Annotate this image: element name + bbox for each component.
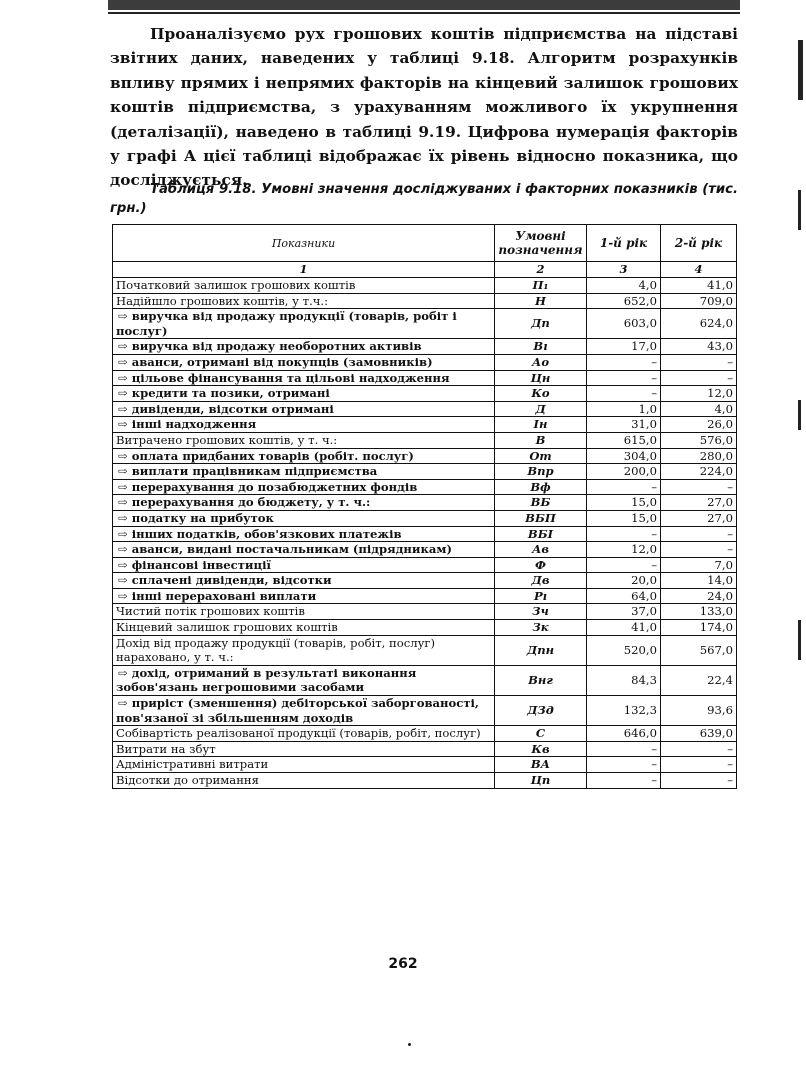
indicator-name-cell xyxy=(113,417,495,433)
year-1-value: 603,0 xyxy=(587,309,661,339)
year-2-value: 27,0 xyxy=(661,510,737,526)
year-2-value: 280,0 xyxy=(661,448,737,464)
arrow-right-icon: ⇨ xyxy=(118,448,128,463)
table-row xyxy=(113,557,737,573)
year-1-value: – xyxy=(587,773,661,789)
year-1-value: 12,0 xyxy=(587,542,661,558)
year-2-value: – xyxy=(661,479,737,495)
indicator-name-cell xyxy=(113,370,495,386)
year-1-value: 1,0 xyxy=(587,401,661,417)
table-row xyxy=(113,464,737,480)
year-1-value: 520,0 xyxy=(587,635,661,665)
year-2-value: 576,0 xyxy=(661,432,737,448)
arrow-right-icon: ⇨ xyxy=(118,401,128,416)
year-2-value: 26,0 xyxy=(661,417,737,433)
year-1-value: 652,0 xyxy=(587,293,661,309)
year-1-value: 4,0 xyxy=(587,278,661,294)
year-1-value: – xyxy=(587,741,661,757)
column-number-row xyxy=(113,262,737,278)
indicator-name: інші надходження xyxy=(131,417,257,432)
indicator-name: Надійшло грошових коштів, у т.ч.: xyxy=(116,293,329,308)
indicator-name: інших податків, обов'язкових платежів xyxy=(131,526,402,541)
year-2-value: 43,0 xyxy=(661,339,737,355)
indicator-name: Чистий потік грошових коштів xyxy=(116,604,305,619)
table-row xyxy=(113,588,737,604)
symbol-cell: Н xyxy=(495,293,587,309)
arrow-right-icon: ⇨ xyxy=(118,542,128,557)
arrow-right-icon: ⇨ xyxy=(118,665,128,680)
year-2-value: 224,0 xyxy=(661,464,737,480)
arrow-right-icon: ⇨ xyxy=(118,510,128,525)
indicator-name-cell xyxy=(113,495,495,511)
year-2-value: 174,0 xyxy=(661,620,737,636)
year-1-value: 15,0 xyxy=(587,510,661,526)
indicator-name: приріст (зменшення) дебіторської заборгованості, пов'язаної зі збільшенням доходів xyxy=(116,696,479,725)
indicator-name-cell xyxy=(113,309,495,339)
indicator-name-cell xyxy=(113,665,495,695)
table-row xyxy=(113,726,737,742)
symbol-cell: Pı xyxy=(495,588,587,604)
arrow-right-icon: ⇨ xyxy=(118,495,128,510)
indicator-name: фінансові інвестиції xyxy=(131,557,271,572)
indicator-name: цільове фінансування та цільові надходження xyxy=(131,370,450,385)
header-year-1: 1-й рік xyxy=(587,225,661,262)
scan-edge-mark xyxy=(798,190,801,230)
table-row xyxy=(113,495,737,511)
arrow-right-icon: ⇨ xyxy=(118,588,128,603)
symbol-cell: Ін xyxy=(495,417,587,433)
symbol-cell: Дп xyxy=(495,309,587,339)
indicator-name: Дохід від продажу продукції (товарів, робіт, послуг) нараховано, у т. ч.: xyxy=(116,635,436,665)
year-2-value: – xyxy=(661,354,737,370)
header-symbols: Умовні позначення xyxy=(495,225,587,262)
indicator-name: аванси, отримані від покупців (замовників) xyxy=(131,354,433,369)
indicator-name-cell xyxy=(113,557,495,573)
year-1-value: – xyxy=(587,479,661,495)
table-header-row xyxy=(113,225,737,262)
symbol-cell: Вı xyxy=(495,339,587,355)
indicator-name-cell xyxy=(113,510,495,526)
table-row xyxy=(113,432,737,448)
arrow-right-icon: ⇨ xyxy=(118,354,128,369)
table-row xyxy=(113,293,737,309)
indicator-name: виручка від продажу необоротних активів xyxy=(131,339,422,354)
table-row xyxy=(113,339,737,355)
scan-edge-mark xyxy=(798,620,801,660)
indicator-name: Витрачено грошових коштів, у т. ч.: xyxy=(116,432,338,447)
intro-text: Проаналізуємо рух грошових коштів підприємства на підставі звітних даних, наведених у таблиці 9.18. Алгоритм розрахунків впливу прямих і непрямих факторів на кінцевий залишок грошових коштів підприємства, з урахуванням можливого їх укрупнення (деталізації), наведено в таблиці 9.19. Цифрова нумерація факторів у графі А цієї таблиці відображає їх рівень відносно показника, що досліджується. xyxy=(110,25,738,190)
table-row xyxy=(113,370,737,386)
running-header-band xyxy=(108,0,740,10)
indicator-name-cell xyxy=(113,479,495,495)
indicator-name-cell xyxy=(113,526,495,542)
arrow-right-icon: ⇨ xyxy=(118,573,128,588)
table-row xyxy=(113,604,737,620)
indicator-name: Початковий залишок грошових коштів xyxy=(116,278,356,292)
header-year-2: 2-й рік xyxy=(661,225,737,262)
year-1-value: 304,0 xyxy=(587,448,661,464)
year-1-value: 84,3 xyxy=(587,665,661,695)
arrow-right-icon: ⇨ xyxy=(118,386,128,401)
arrow-right-icon: ⇨ xyxy=(118,370,128,385)
symbol-cell: От xyxy=(495,448,587,464)
indicator-name-cell xyxy=(113,741,495,757)
indicator-name-cell xyxy=(113,696,495,726)
year-1-value: 31,0 xyxy=(587,417,661,433)
symbol-cell: Цн xyxy=(495,370,587,386)
year-1-value: – xyxy=(587,757,661,773)
header-indicators: Показники xyxy=(113,225,495,262)
table-row xyxy=(113,309,737,339)
table-row xyxy=(113,757,737,773)
year-2-value: 41,0 xyxy=(661,278,737,294)
year-2-value: 639,0 xyxy=(661,726,737,742)
indicator-name-cell xyxy=(113,620,495,636)
year-1-value: 200,0 xyxy=(587,464,661,480)
year-2-value: 133,0 xyxy=(661,604,737,620)
symbol-cell: Внг xyxy=(495,665,587,695)
indicator-name: виплати працівникам підприємства xyxy=(131,464,378,479)
symbol-cell: Дв xyxy=(495,573,587,589)
table-caption-text: Таблиця 9.18. Умовні значення досліджуваних і факторних показників (тис. грн.) xyxy=(110,182,738,216)
year-1-value: 37,0 xyxy=(587,604,661,620)
column-number: 3 xyxy=(587,262,661,278)
symbol-cell: С xyxy=(495,726,587,742)
year-2-value: – xyxy=(661,370,737,386)
indicator-name-cell xyxy=(113,448,495,464)
indicator-name: дивіденди, відсотки отримані xyxy=(131,401,334,416)
year-1-value: – xyxy=(587,354,661,370)
table-row xyxy=(113,510,737,526)
table-row xyxy=(113,665,737,695)
indicator-name: сплачені дивіденди, відсотки xyxy=(131,573,332,588)
table-row xyxy=(113,526,737,542)
symbol-cell: ВА xyxy=(495,757,587,773)
indicator-name-cell xyxy=(113,726,495,742)
year-1-value: 41,0 xyxy=(587,620,661,636)
table-row xyxy=(113,635,737,665)
table-row xyxy=(113,620,737,636)
table-row xyxy=(113,278,737,294)
indicator-name-cell xyxy=(113,588,495,604)
year-1-value: 20,0 xyxy=(587,573,661,589)
year-1-value: 64,0 xyxy=(587,588,661,604)
symbol-cell: ВБП xyxy=(495,510,587,526)
indicator-name: кредити та позики, отримані xyxy=(131,386,330,401)
header-rule xyxy=(108,12,740,14)
symbol-cell: Ко xyxy=(495,386,587,402)
symbol-cell: ДЗд xyxy=(495,696,587,726)
indicator-name: Адміністративні витрати xyxy=(116,757,269,772)
table-caption xyxy=(110,180,738,218)
symbol-cell: ВБ xyxy=(495,495,587,511)
scan-edge-mark xyxy=(798,400,801,430)
indicator-name-cell xyxy=(113,339,495,355)
year-2-value: 12,0 xyxy=(661,386,737,402)
symbol-cell: В xyxy=(495,432,587,448)
year-1-value: 615,0 xyxy=(587,432,661,448)
symbol-cell: П₁ xyxy=(495,278,587,294)
indicator-name: виручка від продажу продукції (товарів, робіт і послуг) xyxy=(116,309,457,338)
year-1-value: 132,3 xyxy=(587,696,661,726)
intro-paragraph xyxy=(110,22,738,193)
indicator-name: аванси, видані постачальникам (підрядникам) xyxy=(131,542,452,557)
year-2-value: – xyxy=(661,526,737,542)
indicator-name-cell xyxy=(113,573,495,589)
scan-speck xyxy=(408,1043,411,1046)
arrow-right-icon: ⇨ xyxy=(118,417,128,432)
symbol-cell: ВБІ xyxy=(495,526,587,542)
table-row xyxy=(113,354,737,370)
symbol-cell: Дпн xyxy=(495,635,587,665)
table-row xyxy=(113,401,737,417)
column-number: 2 xyxy=(495,262,587,278)
year-2-value: – xyxy=(661,741,737,757)
year-2-value: 567,0 xyxy=(661,635,737,665)
year-2-value: – xyxy=(661,773,737,789)
indicator-name: оплата придбаних товарів (робіт. послуг) xyxy=(131,448,414,463)
year-1-value: 15,0 xyxy=(587,495,661,511)
indicators-table xyxy=(112,224,737,789)
symbol-cell: Ав xyxy=(495,542,587,558)
indicator-name-cell xyxy=(113,604,495,620)
year-1-value: – xyxy=(587,370,661,386)
symbol-cell: Д xyxy=(495,401,587,417)
table-body xyxy=(113,278,737,789)
indicator-name: дохід, отриманий в результаті виконання зобов'язань негрошовими засобами xyxy=(116,665,417,695)
year-1-value: – xyxy=(587,526,661,542)
indicator-name-cell xyxy=(113,635,495,665)
arrow-right-icon: ⇨ xyxy=(118,464,128,479)
table-row xyxy=(113,386,737,402)
table-row xyxy=(113,542,737,558)
table-row xyxy=(113,573,737,589)
year-2-value: 93,6 xyxy=(661,696,737,726)
year-2-value: 624,0 xyxy=(661,309,737,339)
indicator-name: Собівартість реалізованої продукції (товарів, робіт, послуг) xyxy=(116,726,481,741)
indicator-name-cell xyxy=(113,278,495,294)
arrow-right-icon: ⇨ xyxy=(118,557,128,572)
indicator-name: Відсотки до отримання xyxy=(116,773,259,787)
page-number: 262 xyxy=(388,956,418,972)
year-1-value: – xyxy=(587,386,661,402)
table-row xyxy=(113,417,737,433)
symbol-cell: Зк xyxy=(495,620,587,636)
symbol-cell: Кв xyxy=(495,741,587,757)
table-row xyxy=(113,479,737,495)
symbol-cell: Вф xyxy=(495,479,587,495)
arrow-right-icon: ⇨ xyxy=(118,309,128,324)
year-2-value: – xyxy=(661,757,737,773)
indicator-name: податку на прибуток xyxy=(131,510,274,525)
table-row xyxy=(113,696,737,726)
year-1-value: 17,0 xyxy=(587,339,661,355)
indicator-name-cell xyxy=(113,432,495,448)
indicator-name-cell xyxy=(113,386,495,402)
indicator-name: перерахування до бюджету, у т. ч.: xyxy=(131,495,371,510)
indicator-name-cell xyxy=(113,293,495,309)
year-2-value: 7,0 xyxy=(661,557,737,573)
arrow-right-icon: ⇨ xyxy=(118,339,128,354)
year-2-value: 709,0 xyxy=(661,293,737,309)
year-1-value: 646,0 xyxy=(587,726,661,742)
symbol-cell: Цп xyxy=(495,773,587,789)
table-row xyxy=(113,448,737,464)
indicator-name-cell xyxy=(113,354,495,370)
symbol-cell: Ф xyxy=(495,557,587,573)
column-number: 1 xyxy=(113,262,495,278)
year-2-value: 24,0 xyxy=(661,588,737,604)
year-2-value: 4,0 xyxy=(661,401,737,417)
symbol-cell: Впр xyxy=(495,464,587,480)
year-2-value: 27,0 xyxy=(661,495,737,511)
symbol-cell: Ао xyxy=(495,354,587,370)
table-row xyxy=(113,741,737,757)
table-row xyxy=(113,773,737,789)
indicator-name: інші перераховані виплати xyxy=(131,588,317,603)
indicator-name-cell xyxy=(113,464,495,480)
indicator-name: перерахування до позабюджетних фондів xyxy=(131,479,418,494)
year-2-value: 14,0 xyxy=(661,573,737,589)
arrow-right-icon: ⇨ xyxy=(118,696,128,711)
arrow-right-icon: ⇨ xyxy=(118,479,128,494)
indicator-name-cell xyxy=(113,773,495,789)
column-number: 4 xyxy=(661,262,737,278)
symbol-cell: Зч xyxy=(495,604,587,620)
year-1-value: – xyxy=(587,557,661,573)
indicator-name-cell xyxy=(113,542,495,558)
arrow-right-icon: ⇨ xyxy=(118,526,128,541)
scan-edge-mark xyxy=(798,40,803,100)
indicator-name-cell xyxy=(113,401,495,417)
indicator-name: Кінцевий залишок грошових коштів xyxy=(116,620,338,635)
indicator-name-cell xyxy=(113,757,495,773)
indicator-name: Витрати на збут xyxy=(116,741,216,756)
year-2-value: 22,4 xyxy=(661,665,737,695)
year-2-value: – xyxy=(661,542,737,558)
